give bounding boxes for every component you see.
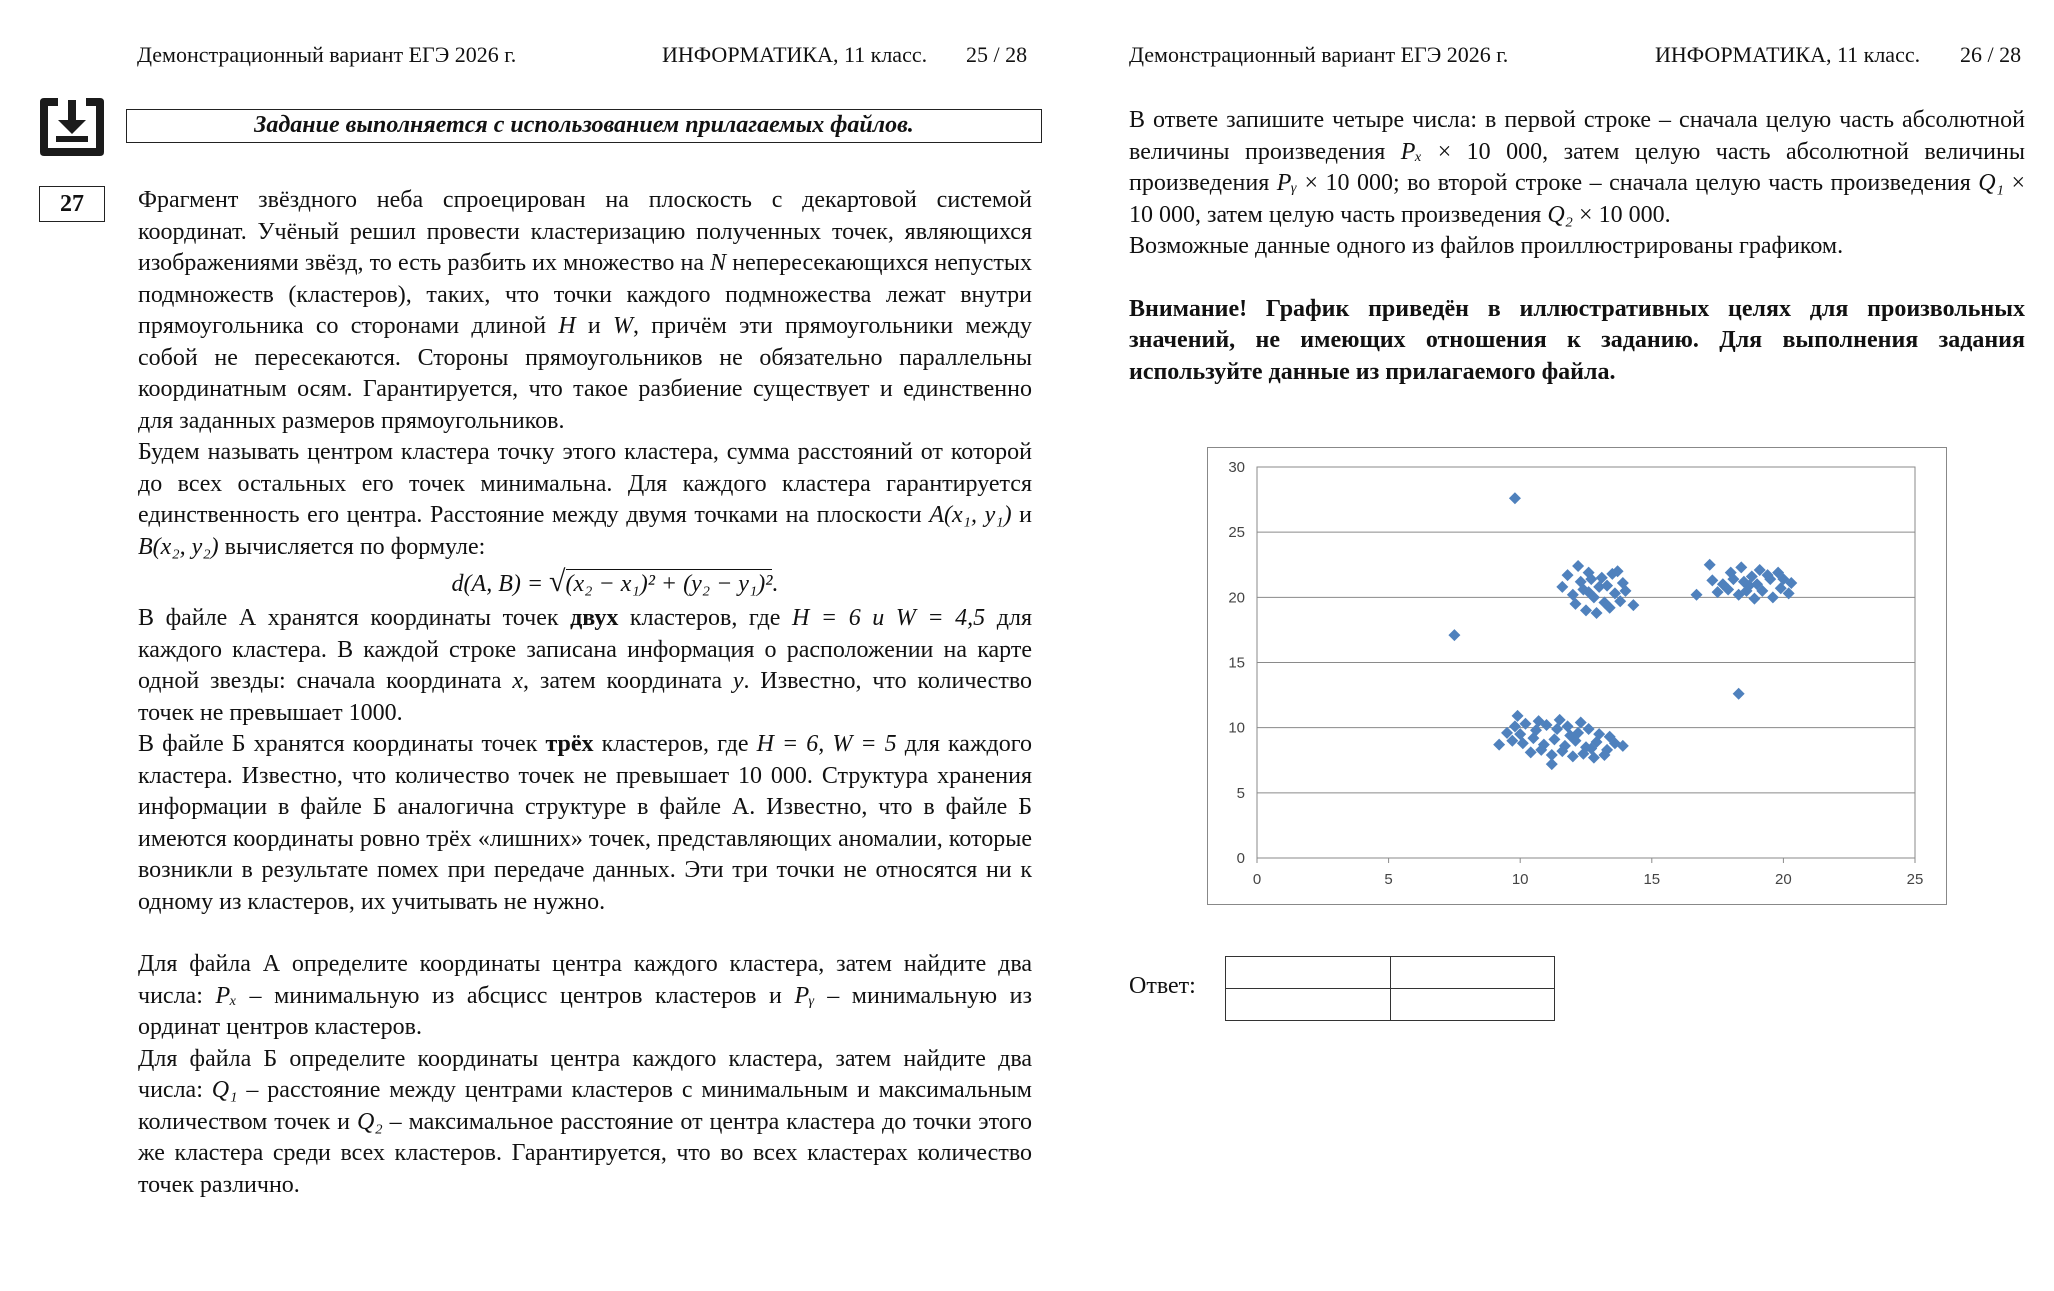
- task-banner: Задание выполняется с использованием прилагаемых файлов.: [126, 109, 1042, 143]
- left-header-title: Демонстрационный вариант ЕГЭ 2026 г.: [137, 42, 517, 67]
- answer-table: [1225, 956, 1555, 1021]
- x-tick-label: 15: [1643, 871, 1661, 888]
- paragraph-5: Для файла А определите координаты центра каждого кластера, затем найдите два числа: Pₓ – минимальную из абсцисс центров кластеров и Pᵧ – минимальную из ординат центров кластеров.: [138, 951, 1033, 1040]
- x-tick-label: 20: [1775, 871, 1792, 888]
- paragraph-3: В файле А хранятся координаты точек двух кластеров, где H = 6 и W = 4,5 для каждого кластера. В каждой строке записана информация о расположении на карте одной звезды: сначала координата x, затем координата y. Известно, что количество точек не превышает 1000.: [138, 605, 1032, 726]
- paragraph-6: Для файла Б определите координаты центра каждого кластера, затем найдите два числа: Q₁ – расстояние между центрами кластеров с минимальным и максимальным количеством точек и Q₂ – максимальное расстояние от центра кластера до точки этого же кластера среди всех кластеров. Гарантируется, что во всех кластерах количество точек различно.: [138, 1045, 1032, 1198]
- y-tick-label: 10: [1228, 719, 1245, 737]
- scatter-chart: [1207, 447, 1947, 905]
- x-tick-label: 25: [1906, 871, 1924, 888]
- answer-cell-1-1[interactable]: [1226, 957, 1391, 989]
- paragraph-1: Фрагмент звёздного неба спроецирован на плоскость с декартовой системой координат. Учёный решил провести кластеризацию полученных точек, являющихся изображениями звёзд, то есть разбить их множество на N непересекающихся непустых подмножеств (кластеров), таких, что точки каждого подмножества лежат внутри прямоугольника со сторонами длиной H и W, причём эти прямоугольники между собой не пересекаются. Стороны прямоугольников не обязательно параллельны координатным осям. Гарантируется, что такое разбиение существует и единственно для заданных размеров прямоугольников.: [138, 187, 1033, 434]
- task-text: [138, 185, 1032, 1201]
- right-header-title: Демонстрационный вариант ЕГЭ 2026 г.: [1129, 42, 1509, 67]
- warning-text: Внимание! График приведён в иллюстративных целях для произвольных значений, не имеющих отношения к заданию. Для выполнения задания используйте данные из прилагаемого файла.: [1129, 295, 2025, 385]
- answer-cell-1-2[interactable]: [1391, 957, 1554, 989]
- y-tick-label: 0: [1236, 850, 1245, 867]
- right-page-number: 26 / 28: [1960, 42, 2022, 67]
- x-tick-label: 0: [1252, 871, 1262, 888]
- left-header-subject: ИНФОРМАТИКА, 11 класс.: [662, 42, 928, 67]
- download-icon[interactable]: [36, 94, 108, 160]
- instruction-paragraph: В ответе запишите четыре числа: в первой строке – сначала целую часть абсолютной величины произведения Pₓ × 10 000, затем целую часть абсолютной величины произведения Pᵧ × 10 000; во второй строке – сначала целую часть произведения Q₁ × 10 000, затем целую часть произведения Q₂ × 10 000.: [1129, 107, 2026, 228]
- y-tick-label: 20: [1228, 589, 1245, 607]
- x-tick-label: 10: [1511, 871, 1529, 888]
- answer-instructions: [1129, 105, 2025, 388]
- answer-cell-2-1[interactable]: [1226, 989, 1391, 1020]
- right-header-subject: ИНФОРМАТИКА, 11 класс.: [1655, 42, 1921, 67]
- chart-intro: Возможные данные одного из файлов проиллюстрированы графиком.: [1129, 233, 1844, 259]
- left-page-number: 25 / 28: [966, 42, 1028, 67]
- chart-frame: [1208, 448, 1947, 905]
- x-tick-label: 5: [1384, 871, 1393, 888]
- scatter-chart-svg: [1207, 447, 1947, 905]
- paragraph-2: Будем называть центром кластера точку этого кластера, сумма расстояний от которой до всех остальных его точек минимальна. Для каждого кластера гарантируется единственность его центра. Расстояние между двумя точками на плоскости A(x₁, y₁) и B(x₂, y₂) вычисляется по формуле:: [138, 439, 1033, 560]
- y-tick-label: 30: [1228, 459, 1245, 476]
- task-number: 27: [39, 186, 105, 222]
- y-tick-label: 5: [1236, 784, 1245, 802]
- answer-cell-2-2[interactable]: [1391, 989, 1554, 1020]
- distance-formula: d(A, B) = √(x₂ − x₁)² + (y₂ − y₁)².: [451, 565, 779, 598]
- paragraph-4: В файле Б хранятся координаты точек трёх кластеров, где H = 6, W = 5 для каждого кластера. Известно, что количество точек не превышает 10 000. Структура хранения информации в файле Б аналогична структуре в файле А. Известно, что в файле Б имеются координаты ровно трёх «лишних» точек, представляющих аномалии, которые возникли в результате помех при передаче данных. Эти три точки не относятся ни к одному из кластеров, их учитывать не нужно.: [138, 731, 1032, 915]
- y-tick-label: 15: [1228, 654, 1245, 672]
- y-tick-label: 25: [1228, 524, 1245, 542]
- answer-label: Ответ:: [1129, 973, 1196, 999]
